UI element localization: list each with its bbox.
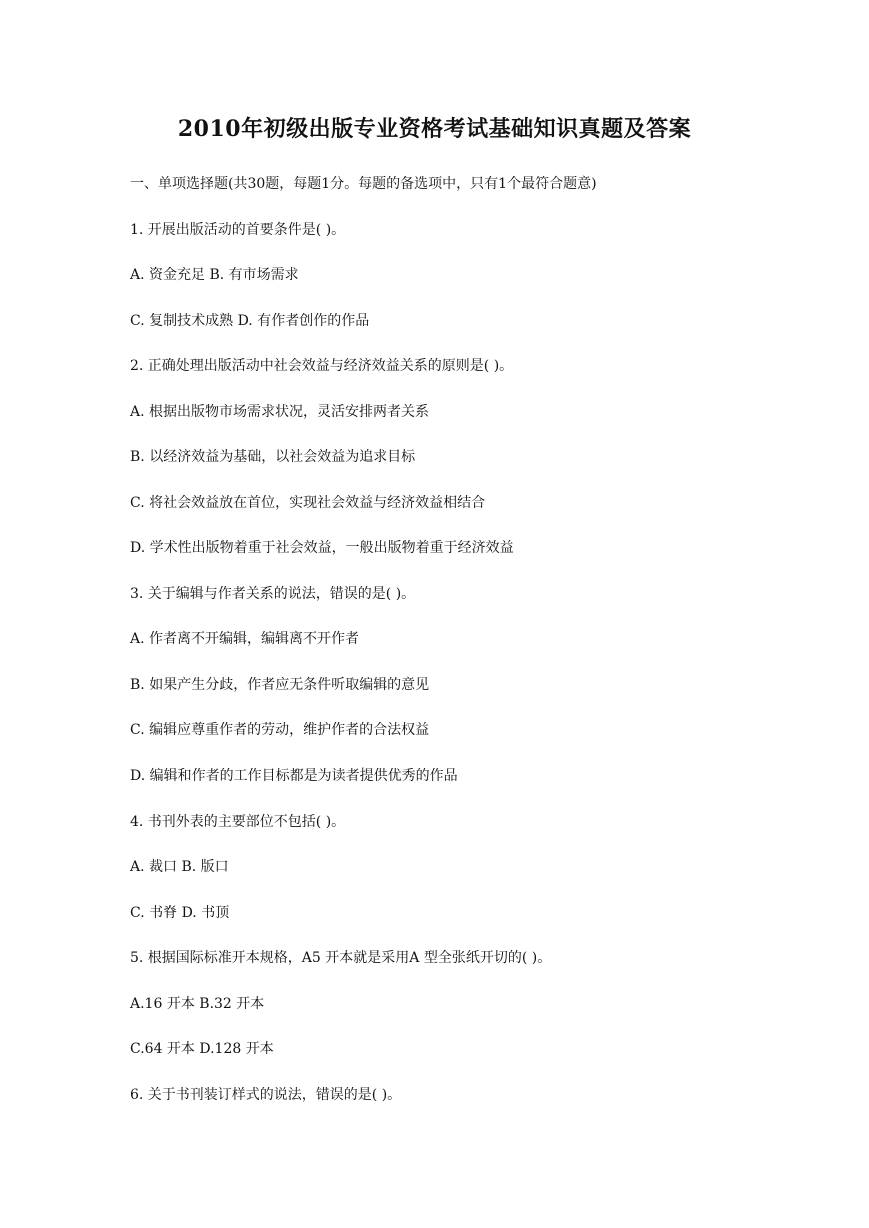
question-4: 4. 书刊外表的主要部位不包括( )。 [130,814,346,830]
q1-options-cd: C. 复制技术成熟 D. 有作者创作的作品 [130,313,370,329]
q4-options-cd: C. 书脊 D. 书顶 [130,905,230,921]
q2-option-a: A. 根据出版物市场需求状况，灵活安排两者关系 [130,404,430,420]
q5-options-ab: A.16 开本 B.32 开本 [130,996,265,1012]
document-title: 2010年初级出版专业资格考试基础知识真题及答案 [177,116,692,142]
question-3: 3. 关于编辑与作者关系的说法，错误的是( )。 [130,586,416,602]
q3-option-b: B. 如果产生分歧，作者应无条件听取编辑的意见 [130,677,430,693]
question-2: 2. 正确处理出版活动中社会效益与经济效益关系的原则是( )。 [130,358,514,374]
q3-option-c: C. 编辑应尊重作者的劳动，维护作者的合法权益 [130,722,430,738]
q2-option-c: C. 将社会效益放在首位，实现社会效益与经济效益相结合 [130,495,486,511]
question-6: 6. 关于书刊装订样式的说法，错误的是( )。 [130,1087,402,1103]
q3-option-a: A. 作者离不开编辑，编辑离不开作者 [130,631,360,647]
section-heading: 一、单项选择题(共30题，每题1分。每题的备选项中，只有1个最符合题意) [130,176,597,192]
question-1: 1. 开展出版活动的首要条件是( )。 [130,222,346,238]
q2-option-d: D. 学术性出版物着重于社会效益，一般出版物着重于经济效益 [130,540,514,556]
q2-option-b: B. 以经济效益为基础，以社会效益为追求目标 [130,449,416,465]
q3-option-d: D. 编辑和作者的工作目标都是为读者提供优秀的作品 [130,768,458,784]
q4-options-ab: A. 裁口 B. 版口 [130,859,229,875]
q5-options-cd: C.64 开本 D.128 开本 [130,1041,274,1057]
question-5: 5. 根据国际标准开本规格，A5 开本就是采用A 型全张纸开切的( )。 [130,950,552,966]
q1-options-ab: A. 资金充足 B. 有市场需求 [130,267,299,283]
